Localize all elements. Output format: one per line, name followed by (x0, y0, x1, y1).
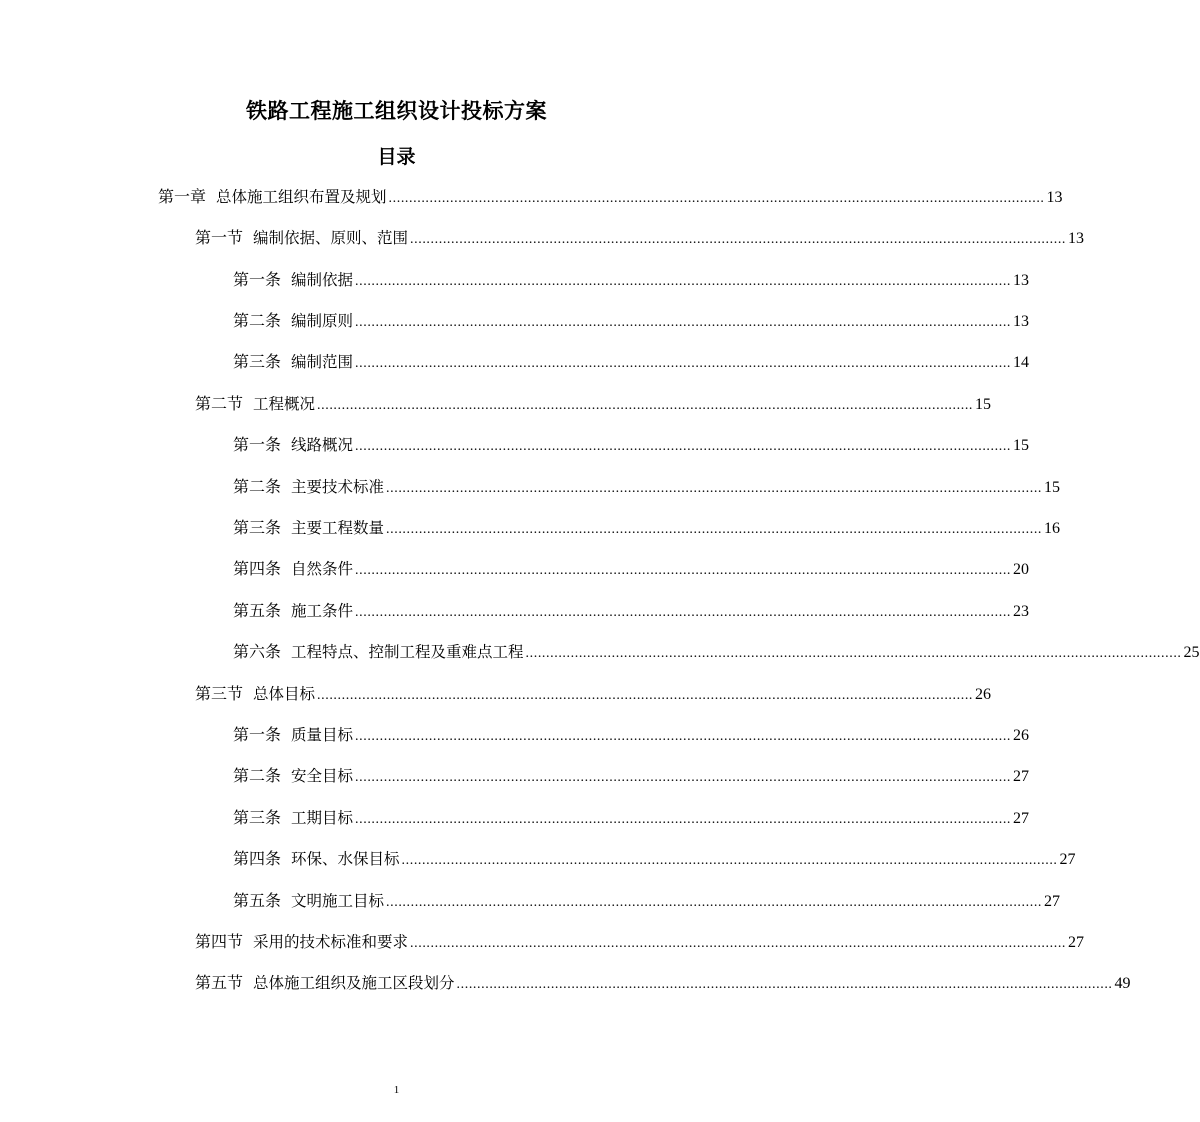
toc-entry-number: 第二条 (233, 477, 282, 496)
toc-heading: 目录 (377, 146, 416, 168)
toc-entry-page: 15 (1044, 479, 1061, 496)
toc-dot-leader: ................................................................................................................................................................ (355, 605, 1012, 620)
toc-entry-page: 13 (1046, 189, 1063, 206)
toc-entry-article[interactable] (233, 804, 1030, 832)
toc-entry-title: 编制依据、原则、范围 (253, 229, 409, 247)
toc-entry-page: 27 (1044, 893, 1061, 910)
toc-entry-title: 主要技术标准 (291, 478, 385, 496)
toc-entry-title: 主要工程数量 (291, 519, 385, 537)
toc-entry-article[interactable] (233, 887, 1061, 915)
toc-entry-article[interactable] (233, 348, 1030, 376)
toc-entry-number: 第四条 (233, 559, 282, 578)
toc-dot-leader: ................................................................................................................................................................ (386, 481, 1043, 496)
toc-entry-section[interactable] (195, 680, 992, 708)
toc-entry-number: 第一条 (233, 435, 282, 454)
toc-dot-leader: ................................................................................................................................................................ (355, 770, 1012, 785)
toc-entry-number: 第三条 (233, 518, 282, 537)
toc-entry-title: 线路概况 (291, 436, 354, 454)
toc-entry-page: 20 (1013, 561, 1030, 578)
toc-entry-article[interactable] (233, 555, 1030, 583)
toc-dot-leader: ................................................................................................................................................................ (388, 191, 1045, 206)
toc-dot-leader: ................................................................................................................................................................ (410, 232, 1067, 247)
toc-dot-leader: ................................................................................................................................................................ (401, 853, 1058, 868)
toc-entry-article[interactable] (233, 597, 1030, 625)
toc-entry-number: 第一章 (158, 187, 207, 206)
toc-entry-number: 第五条 (233, 891, 282, 910)
toc-dot-leader: ................................................................................................................................................................ (525, 646, 1182, 661)
toc-entry-title: 总体施工组织及施工区段划分 (253, 974, 455, 992)
toc-entry-page: 26 (975, 686, 992, 703)
toc-entry-title: 工期目标 (291, 809, 354, 827)
toc-entry-title: 编制原则 (291, 312, 354, 330)
toc-entry-page: 49 (1114, 975, 1131, 992)
toc-dot-leader: ................................................................................................................................................................ (355, 729, 1012, 744)
toc-entry-page: 27 (1013, 768, 1030, 785)
toc-dot-leader: ................................................................................................................................................................ (386, 895, 1043, 910)
toc-entry-section[interactable] (195, 969, 1131, 997)
toc-entry-number: 第二条 (233, 766, 282, 785)
toc-entry-page: 15 (975, 396, 992, 413)
toc-entry-section[interactable] (195, 390, 992, 418)
toc-dot-leader: ................................................................................................................................................................ (317, 688, 974, 703)
toc-entry-section[interactable] (195, 224, 1085, 252)
toc-entry-number: 第四条 (233, 849, 282, 868)
toc-entry-page: 15 (1013, 437, 1030, 454)
toc-entry-title: 自然条件 (291, 560, 354, 578)
toc-entry-number: 第三节 (195, 684, 244, 703)
toc-entry-article[interactable] (233, 307, 1030, 335)
toc-entry-article[interactable] (233, 721, 1030, 749)
toc-entry-number: 第二条 (233, 311, 282, 330)
toc-entry-number: 第二节 (195, 394, 244, 413)
toc-entry-title: 质量目标 (291, 726, 354, 744)
toc-dot-leader: ................................................................................................................................................................ (317, 398, 974, 413)
toc-entry-page: 13 (1013, 272, 1030, 289)
toc-entry-page: 27 (1013, 810, 1030, 827)
toc-dot-leader: ................................................................................................................................................................ (355, 274, 1012, 289)
toc-entry-article[interactable] (233, 514, 1061, 542)
toc-dot-leader: ................................................................................................................................................................ (456, 977, 1113, 992)
toc-entry-title: 编制范围 (291, 353, 354, 371)
toc-entry-page: 14 (1013, 354, 1030, 371)
toc-entry-page: 16 (1044, 520, 1061, 537)
toc-entry-number: 第四节 (195, 932, 244, 951)
toc-dot-leader: ................................................................................................................................................................ (410, 936, 1067, 951)
toc-entry-page: 13 (1068, 230, 1085, 247)
toc-entry-page: 23 (1013, 603, 1030, 620)
toc-entry-title: 工程概况 (253, 395, 316, 413)
toc-dot-leader: ................................................................................................................................................................ (386, 522, 1043, 537)
toc-entry-page: 27 (1059, 851, 1076, 868)
toc-entry-number: 第一条 (233, 725, 282, 744)
toc-entry-number: 第一节 (195, 228, 244, 247)
toc-entry-title: 文明施工目标 (291, 892, 385, 910)
toc-entry-section[interactable] (195, 928, 1085, 956)
toc-entry-title: 施工条件 (291, 602, 354, 620)
toc-entry-page: 25 (1183, 644, 1200, 661)
toc-entry-article[interactable] (233, 473, 1061, 501)
toc-entry-title: 总体施工组织布置及规划 (216, 188, 387, 206)
toc-entry-number: 第三条 (233, 352, 282, 371)
toc-entry-article[interactable] (233, 431, 1030, 459)
toc-entry-page: 13 (1013, 313, 1030, 330)
toc-entry-article[interactable] (233, 762, 1030, 790)
toc-entry-title: 环保、水保目标 (291, 850, 400, 868)
toc-entry-number: 第三条 (233, 808, 282, 827)
toc-dot-leader: ................................................................................................................................................................ (355, 356, 1012, 371)
toc-entry-title: 采用的技术标准和要求 (253, 933, 409, 951)
toc-entry-page: 27 (1068, 934, 1085, 951)
toc-entry-title: 安全目标 (291, 767, 354, 785)
toc-dot-leader: ................................................................................................................................................................ (355, 563, 1012, 578)
toc-dot-leader: ................................................................................................................................................................ (355, 812, 1012, 827)
toc-dot-leader: ................................................................................................................................................................ (355, 315, 1012, 330)
toc-entry-title: 总体目标 (253, 685, 316, 703)
toc-entry-number: 第六条 (233, 642, 282, 661)
toc-entry-title: 编制依据 (291, 271, 354, 289)
toc-dot-leader: ................................................................................................................................................................ (355, 439, 1012, 454)
toc-entry-number: 第一条 (233, 270, 282, 289)
toc-entry-chapter[interactable] (158, 183, 1063, 211)
toc-entry-number: 第五节 (195, 973, 244, 992)
toc-entry-article[interactable] (233, 845, 1076, 873)
toc-entry-number: 第五条 (233, 601, 282, 620)
page-number: 1 (393, 1084, 400, 1096)
toc-entry-page: 26 (1013, 727, 1030, 744)
toc-entry-article[interactable] (233, 266, 1030, 294)
document-title: 铁路工程施工组织设计投标方案 (246, 99, 547, 123)
toc-entry-article[interactable] (233, 638, 1200, 666)
toc-entry-title: 工程特点、控制工程及重难点工程 (291, 643, 524, 661)
